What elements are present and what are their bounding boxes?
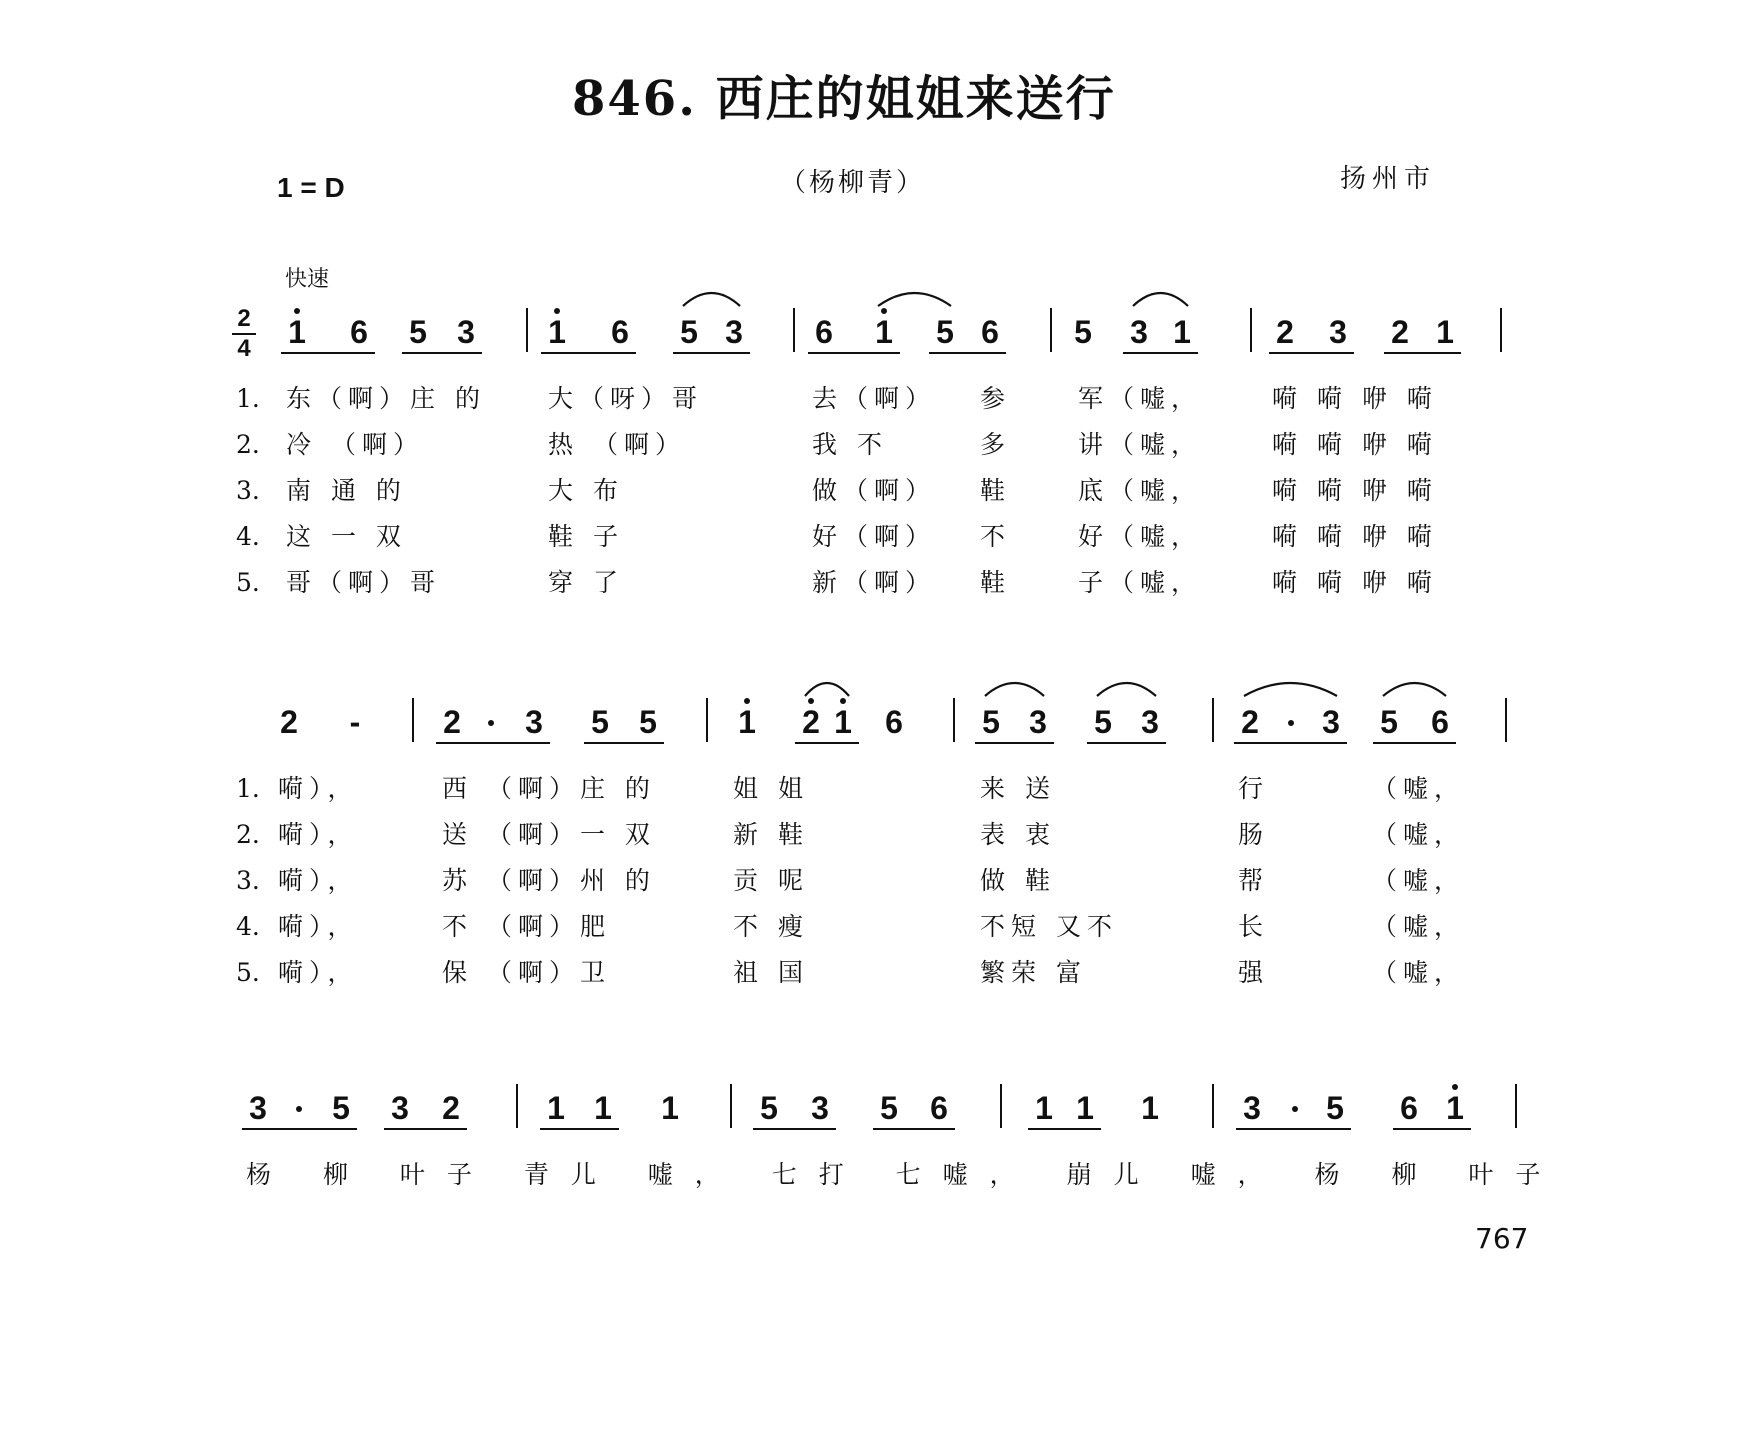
lyric-text: 大（呀）哥 [548, 384, 704, 413]
note: 1 [548, 314, 566, 350]
note: 2 [802, 704, 820, 740]
note: 3 [1322, 704, 1340, 740]
slur-path [1383, 683, 1446, 696]
augmentation-dot [296, 1106, 302, 1112]
note: 3 [1029, 704, 1047, 740]
tune-name: （杨柳青） [780, 168, 926, 198]
barline [412, 698, 414, 742]
barline [793, 308, 795, 352]
beam-underline [808, 352, 900, 354]
lyric-text: 苏 （啊）州 的 [442, 866, 656, 895]
beam-underline [673, 352, 750, 354]
note: 2 [443, 704, 461, 740]
note: 5 [760, 1090, 778, 1126]
note: 1 [1173, 314, 1191, 350]
lyric-text: 南 通 的 [286, 476, 407, 505]
verse-number: 2. [236, 820, 260, 849]
beam-underline [541, 352, 636, 354]
lyric-text: 不 [980, 522, 1012, 551]
lyric-text: 肠 [1238, 820, 1270, 849]
note: 5 [1380, 704, 1398, 740]
lyric-text: （嘘， [1372, 774, 1466, 803]
slur-path [805, 683, 849, 696]
song-title: 846. 西庄的姐姐来送行 [572, 71, 1116, 127]
lyric-text: 穿 了 [548, 568, 624, 597]
note: 6 [1431, 704, 1449, 740]
lyric-text: 嗬 嗬 咿 嗬 [1272, 430, 1438, 459]
lyric-text: 讲（嘘， [1078, 430, 1203, 459]
barline [516, 1084, 518, 1128]
lyric-text: 鞋 [980, 568, 1012, 597]
note: 3 [725, 314, 743, 350]
note: 5 [639, 704, 657, 740]
lyric-text: 好（嘘， [1078, 522, 1203, 551]
lyric-text: 嗬）， [278, 958, 359, 987]
note: 5 [936, 314, 954, 350]
note: 5 [591, 704, 609, 740]
beam-underline [281, 352, 375, 354]
lyric-text: 帮 [1238, 866, 1270, 895]
beam-underline [1087, 742, 1166, 744]
verse-number: 1. [236, 384, 260, 413]
lyric-text: 去（啊） [812, 384, 937, 413]
lyric-text: 送 （啊）一 双 [442, 820, 656, 849]
verse-number: 4. [236, 912, 260, 941]
beam-underline [1028, 1128, 1101, 1130]
lyric-text: 来 送 [980, 774, 1056, 803]
augmentation-dot [1292, 1106, 1298, 1112]
lyric-line: 杨 柳 叶子 青儿 嘘， 七打 七嘘， 崩儿 嘘， 杨 柳 叶子 [246, 1160, 1563, 1189]
lyric-text: 嗬 嗬 咿 嗬 [1272, 384, 1438, 413]
lyric-text: （嘘， [1372, 912, 1466, 941]
lyric-text: 嗬 嗬 咿 嗬 [1272, 568, 1438, 597]
note: 3 [391, 1090, 409, 1126]
note: 3 [1243, 1090, 1261, 1126]
note: 1 [288, 314, 306, 350]
note: 5 [982, 704, 1000, 740]
lyric-text: 行 [1238, 774, 1270, 803]
lyric-text: 嗬）， [278, 774, 359, 803]
note: 1 [875, 314, 893, 350]
note: 5 [680, 314, 698, 350]
beam-underline [1384, 352, 1461, 354]
lyric-text: （嘘， [1372, 820, 1466, 849]
note: 6 [611, 314, 629, 350]
beam-underline [1123, 352, 1198, 354]
tempo-marking: 快速 [285, 267, 330, 292]
note: 1 [661, 1090, 679, 1126]
lyric-text: 新 鞋 [733, 820, 809, 849]
note: 2 [442, 1090, 460, 1126]
slur [983, 676, 1046, 698]
time-signature-bottom: 4 [237, 335, 251, 362]
lyric-text: 鞋 [980, 476, 1012, 505]
note: 2 [1276, 314, 1294, 350]
note: 6 [815, 314, 833, 350]
high-octave-dot [744, 698, 750, 704]
lyric-text: 繁荣 富 [980, 958, 1087, 987]
lyric-text: 多 [980, 430, 1012, 459]
barline [1050, 308, 1052, 352]
note: 3 [1130, 314, 1148, 350]
slur [681, 286, 742, 308]
barline [1515, 1084, 1517, 1128]
lyric-text: 底（嘘， [1078, 476, 1203, 505]
beam-underline [929, 352, 1006, 354]
slur-path [878, 293, 951, 306]
barline [953, 698, 955, 742]
high-octave-dot [294, 308, 300, 314]
note: 1 [1076, 1090, 1094, 1126]
lyric-text: 姐 姐 [733, 774, 809, 803]
beam-underline [242, 1128, 357, 1130]
note: 1 [1446, 1090, 1464, 1126]
lyric-text: 参 [980, 384, 1012, 413]
note: 1 [594, 1090, 612, 1126]
note: 3 [249, 1090, 267, 1126]
note: 1 [1035, 1090, 1053, 1126]
note: 5 [1074, 314, 1092, 350]
lyric-text: 好（啊） [812, 522, 937, 551]
lyric-text: 嗬 嗬 咿 嗬 [1272, 522, 1438, 551]
note: 5 [880, 1090, 898, 1126]
barline [1212, 698, 1214, 742]
beam-underline [1269, 352, 1354, 354]
lyric-text: 做（啊） [812, 476, 937, 505]
lyric-text: 表 衷 [980, 820, 1056, 849]
barline [1212, 1084, 1214, 1128]
beam-underline [540, 1128, 619, 1130]
high-octave-dot [881, 308, 887, 314]
lyric-text: 保 （啊）卫 [442, 958, 611, 987]
lyric-text: 军（嘘， [1078, 384, 1203, 413]
note: 1 [547, 1090, 565, 1126]
lyric-text: 我 不 [812, 430, 888, 459]
page-number: 767 [1475, 1222, 1529, 1255]
lyric-text: 热 （啊） [548, 430, 686, 459]
note: 3 [1141, 704, 1159, 740]
high-octave-dot [840, 698, 846, 704]
verse-number: 3. [236, 476, 260, 505]
note: 6 [981, 314, 999, 350]
key-signature: 1 = D [277, 172, 345, 203]
slur-path [683, 293, 740, 306]
barline [1505, 698, 1507, 742]
note: - [349, 704, 361, 740]
beam-underline [384, 1128, 467, 1130]
lyric-text: 哥（啊）哥 [286, 568, 442, 597]
lyric-text: 祖 国 [733, 958, 809, 987]
note: 1 [1141, 1090, 1159, 1126]
lyric-text: 嗬）， [278, 820, 359, 849]
lyric-text: 不短 又不 [980, 912, 1118, 941]
beam-underline [975, 742, 1054, 744]
lyric-text: 嗬 嗬 咿 嗬 [1272, 476, 1438, 505]
lyric-text: 西 （啊）庄 的 [442, 774, 656, 803]
lyric-text: 贡 呢 [733, 866, 809, 895]
lyric-text: 子（嘘， [1078, 568, 1203, 597]
high-octave-dot [554, 308, 560, 314]
lyric-text: 嗬）， [278, 866, 359, 895]
slur [1131, 286, 1190, 308]
slur-path [1133, 293, 1188, 306]
note: 3 [525, 704, 543, 740]
note: 1 [1436, 314, 1454, 350]
lyric-text: 强 [1238, 958, 1270, 987]
beam-underline [795, 742, 859, 744]
lyric-text: （嘘， [1372, 866, 1466, 895]
note: 6 [1400, 1090, 1418, 1126]
slur-path [1097, 683, 1156, 696]
beam-underline [402, 352, 482, 354]
note: 5 [1094, 704, 1112, 740]
lyric-text: 新（啊） [812, 568, 937, 597]
slur-path [985, 683, 1044, 696]
beam-underline [753, 1128, 836, 1130]
lyric-text: 做 鞋 [980, 866, 1056, 895]
barline [1000, 1084, 1002, 1128]
note: 2 [280, 704, 298, 740]
note: 1 [738, 704, 756, 740]
note: 5 [332, 1090, 350, 1126]
barline [730, 1084, 732, 1128]
slur [1095, 676, 1158, 698]
lyric-text: 不 （啊）肥 [442, 912, 611, 941]
note: 3 [1329, 314, 1347, 350]
verse-number: 5. [236, 958, 260, 987]
high-octave-dot [1452, 1084, 1458, 1090]
augmentation-dot [1288, 720, 1294, 726]
beam-underline [1373, 742, 1456, 744]
time-signature-top: 2 [237, 305, 251, 332]
beam-underline [1234, 742, 1347, 744]
verse-number: 5. [236, 568, 260, 597]
lyric-text: 不 瘦 [733, 912, 809, 941]
slur-path [1244, 683, 1337, 696]
beam-underline [584, 742, 664, 744]
barline [1250, 308, 1252, 352]
lyric-text: 嗬）， [278, 912, 359, 941]
lyric-text: （嘘， [1372, 958, 1466, 987]
barline [706, 698, 708, 742]
high-octave-dot [808, 698, 814, 704]
augmentation-dot [488, 720, 494, 726]
slur [1381, 676, 1448, 698]
lyric-text: 鞋 子 [548, 522, 624, 551]
beam-underline [436, 742, 550, 744]
note: 6 [350, 314, 368, 350]
note: 3 [811, 1090, 829, 1126]
verse-number: 1. [236, 774, 260, 803]
lyric-text: 大 布 [548, 476, 624, 505]
note: 5 [1326, 1090, 1344, 1126]
note: 1 [834, 704, 852, 740]
verse-number: 3. [236, 866, 260, 895]
note: 5 [409, 314, 427, 350]
lyric-text: 长 [1238, 912, 1270, 941]
slur [1242, 676, 1339, 698]
beam-underline [873, 1128, 955, 1130]
note: 3 [457, 314, 475, 350]
verse-number: 2. [236, 430, 260, 459]
lyric-text: 东（啊）庄 的 [286, 384, 486, 413]
slur [803, 676, 851, 698]
note: 2 [1391, 314, 1409, 350]
beam-underline [1236, 1128, 1351, 1130]
lyric-text: 这 一 双 [286, 522, 407, 551]
barline [526, 308, 528, 352]
slur [876, 286, 953, 308]
note: 2 [1241, 704, 1259, 740]
note: 6 [930, 1090, 948, 1126]
note: 6 [885, 704, 903, 740]
region-label: 扬州市 [1340, 164, 1437, 194]
beam-underline [1393, 1128, 1471, 1130]
barline [1500, 308, 1502, 352]
verse-number: 4. [236, 522, 260, 551]
lyric-text: 冷 （啊） [286, 430, 424, 459]
